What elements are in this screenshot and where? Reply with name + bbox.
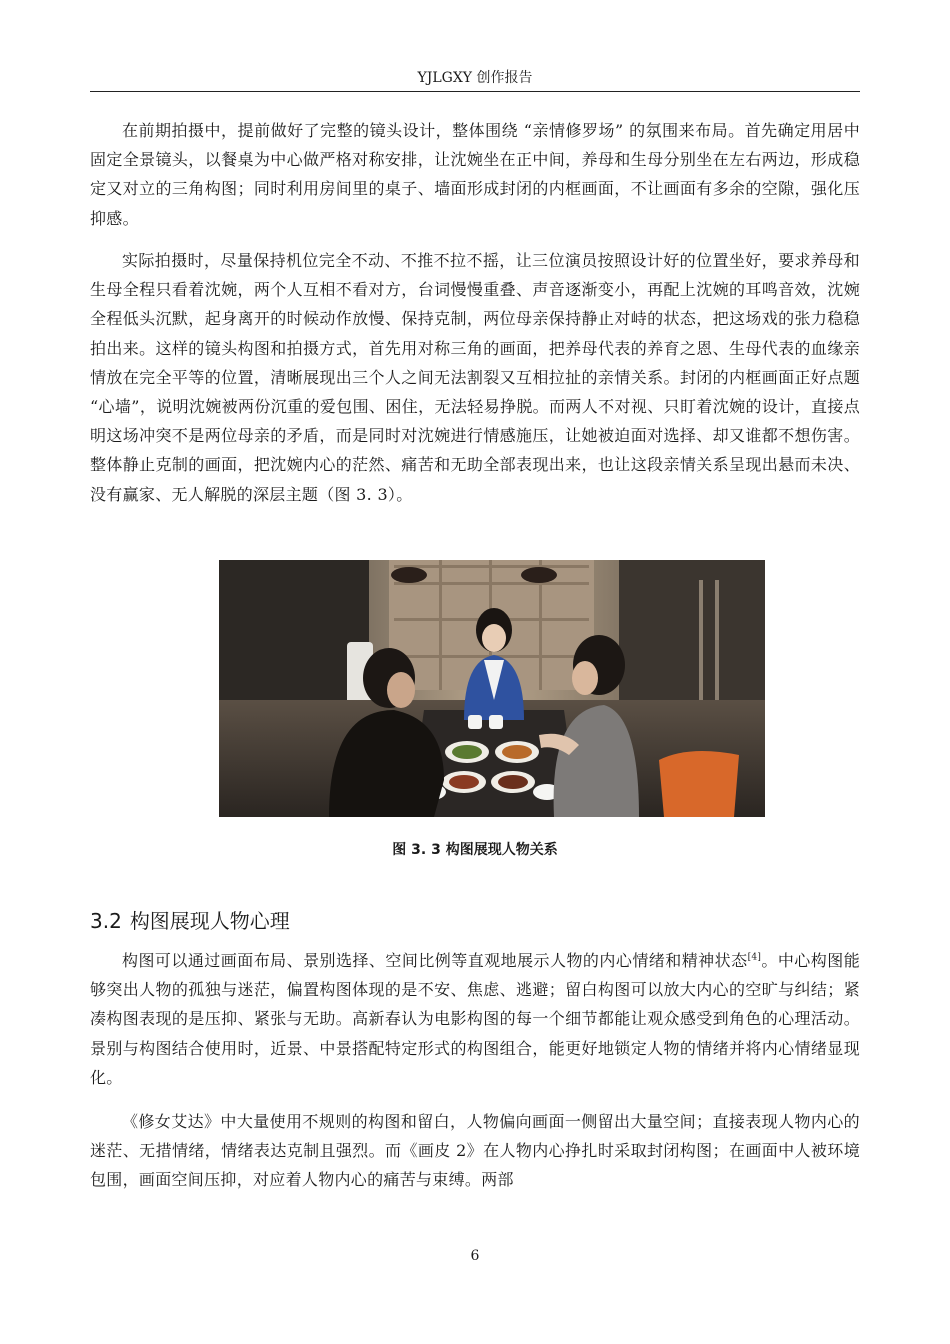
- dinner-scene-illustration: [219, 560, 765, 817]
- paragraph-text-part2: 。中心构图能够突出人物的孤独与迷茫，偏置构图体现的是不安、焦虑、逃避；留白构图可以放大内心的空旷与纠结；紧凑构图表现的是压抑、紧张与无助。高新春认为电影构图的每一个细节都能让观众感受到角色的心理活动。景别与构图结合使用时，近景、中景搭配特定形式的构图组合，能更好地锁定人物的情绪并将内心情绪显现化。: [90, 951, 860, 1087]
- figure-caption: 图 3. 3 构图展现人物关系: [392, 842, 558, 858]
- paragraph-text-part1: 构图可以通过画面布局、景别选择、空间比例等直观地展示人物的内心情绪和精神状态: [122, 951, 748, 970]
- section-number: 3.2: [90, 909, 122, 933]
- section-heading: [90, 905, 860, 937]
- paragraph-shooting-execution: 实际拍摄时，尽量保持机位完全不动、不推不拉不摇，让三位演员按照设计好的位置坐好，要求养母和生母全程只看着沈婉，两个人互相不看对方，台词慢慢重叠、声音逐渐变小，再配上沈婉的耳鸣音效，沈婉全程低头沉默，起身离开的时候动作放慢、保持克制，两位母亲保持静止对峙的状态，把这场戏的张力稳稳拍出来。这样的镜头构图和拍摄方式，首先用对称三角的画面，把养母代表的养育之恩、生母代表的血缘亲情放在完全平等的位置，清晰展现出三个人之间无法割裂又互相拉扯的亲情关系。封闭的内框画面正好点题 “心墙”，说明沈婉被两份沉重的爱包围、困住，无法轻易挣脱。而两人不对视、只盯着沈婉的设计，直接点明这场冲突不是两位母亲的矛盾，而是同时对沈婉进行情感施压，让她被迫面对选择、却又谁都不想伤害。整体静止克制的画面，把沈婉内心的茫然、痛苦和无助全部表现出来，也让这段亲情关系呈现出悬而未决、没有赢家、无人解脱的深层主题（图 3. 3）。: [90, 251, 860, 504]
- header-rule: [90, 91, 860, 92]
- paragraph-composition-psychology: [90, 946, 860, 1092]
- figure-dinner-scene-photo: [219, 560, 765, 817]
- page-number: 6: [470, 1248, 480, 1264]
- section-title: 构图展现人物心理: [129, 909, 290, 933]
- paragraph-film-examples: 《修女艾达》中大量使用不规则的构图和留白，人物偏向画面一侧留出大量空间；直接表现人物内心的迷茫、无措情绪，情绪表达克制且强烈。而《画皮 2》在人物内心挣扎时采取封闭构图；在画面中人被环境包围，画面空间压抑，对应着人物内心的痛苦与束缚。两部: [90, 1112, 860, 1190]
- citation-reference: [4]: [747, 952, 762, 963]
- running-header: YJLGXY 创作报告: [417, 70, 533, 86]
- paragraph-shooting-plan: 在前期拍摄中，提前做好了完整的镜头设计，整体围绕 “亲情修罗场” 的氛围来布局。首先确定用居中固定全景镜头，以餐桌为中心做严格对称安排，让沈婉坐在正中间，养母和生母分别坐在左右两边，形成稳定又对立的三角构图；同时利用房间里的桌子、墙面形成封闭的内框画面，不让画面有多余的空隙，强化压抑感。: [90, 121, 860, 228]
